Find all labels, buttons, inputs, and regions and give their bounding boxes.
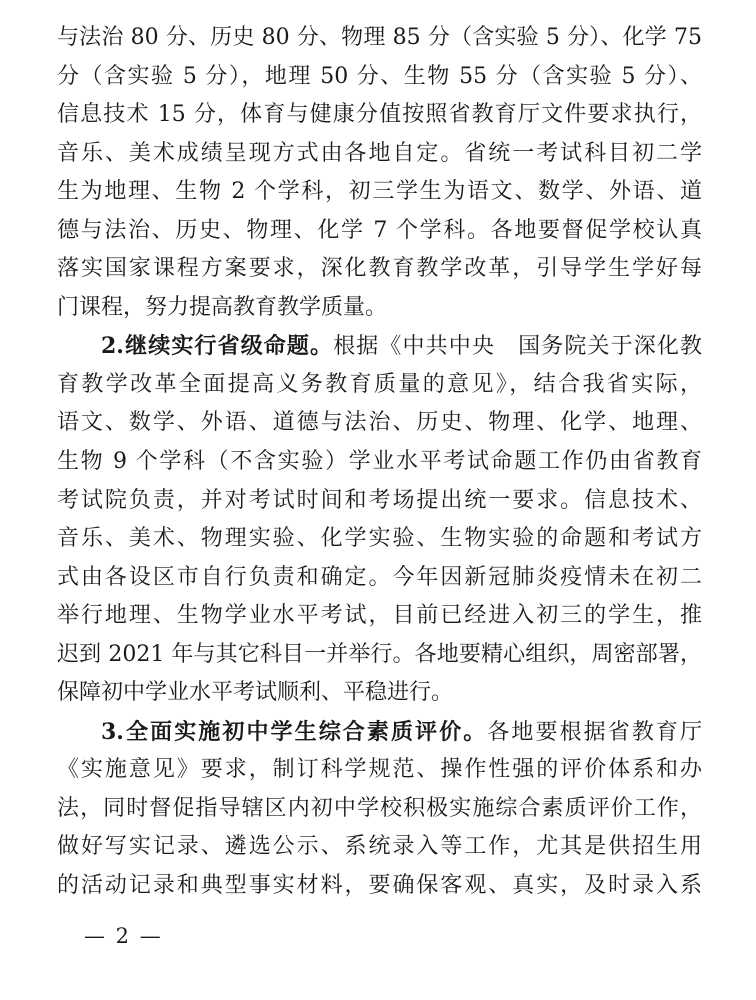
text-run: 举行地理、生物学业水平考试，目前已经进入初三的学生，推 — [57, 603, 702, 629]
text-run: 根据《中共中央 国务院关于深化教 — [333, 334, 702, 360]
text-run: 式由各设区市自行负责和确定。今年因新冠肺炎疫情未在初二 — [57, 564, 702, 590]
document-body — [57, 19, 702, 906]
text-run: 信息技术 15 分，体育与健康分值按照省教育厅文件要求执行， — [57, 102, 702, 128]
text-line — [57, 327, 702, 366]
text-line — [57, 366, 702, 405]
text-run: 生为地理、生物 2 个学科，初三学生为语文、数学、外语、道 — [57, 179, 702, 205]
text-run: 考试院负责，并对考试时间和考场提出统一要求。信息技术、 — [57, 487, 702, 513]
text-line — [57, 135, 702, 174]
section-heading-run: 3.全面实施初中学生综合素质评价。 — [101, 718, 488, 745]
text-run: 音乐、美术、物理实验、化学实验、生物实验的命题和考试方 — [57, 526, 702, 552]
text-run: 法，同时督促指导辖区内初中学校积极实施综合素质评价工作， — [57, 795, 702, 821]
text-line — [57, 19, 702, 58]
text-run: 《实施意见》要求，制订科学规范、操作性强的评价体系和办 — [57, 757, 702, 783]
text-run: 生物 9 个学科（不含实验）学业水平考试命题工作仍由省教育 — [57, 449, 702, 475]
page-footer — [84, 924, 161, 948]
section-heading-run: 2.继续实行省级命题。 — [101, 333, 334, 360]
text-line — [57, 559, 702, 598]
text-line — [57, 828, 702, 867]
text-line — [57, 520, 702, 559]
text-line — [57, 597, 702, 636]
page-number: — 2 — — [84, 924, 161, 948]
text-run: 育教学改革全面提高义务教育质量的意见》，结合我省实际， — [57, 371, 702, 397]
text-run: 德与法治、历史、物理、化学 7 个学科。各地要督促学校认真 — [57, 217, 702, 243]
text-line — [57, 404, 702, 443]
text-run: 各地要根据省教育厅 — [487, 719, 702, 745]
text-line — [57, 250, 702, 289]
text-line — [57, 867, 702, 906]
text-line — [57, 173, 702, 212]
text-line — [57, 790, 702, 829]
text-run: 保障初中学业水平考试顺利、平稳进行。 — [57, 680, 454, 706]
text-run: 落实国家课程方案要求，深化教育教学改革，引导学生学好每 — [57, 256, 702, 282]
text-run: 门课程，努力提高教育教学质量。 — [57, 294, 388, 320]
text-line — [57, 96, 702, 135]
text-run: 音乐、美术成绩呈现方式由各地自定。省统一考试科目初二学 — [57, 140, 702, 166]
text-line — [57, 58, 702, 97]
text-run: 迟到 2021 年与其它科目一并举行。各地要精心组织，周密部署， — [57, 641, 702, 667]
text-run: 与法治 80 分、历史 80 分、物理 85 分（含实验 5 分）、化学 75 — [57, 25, 702, 50]
text-line — [57, 443, 702, 482]
text-line — [57, 212, 702, 251]
text-run: 分（含实验 5 分），地理 50 分、生物 55 分（含实验 5 分）、 — [57, 63, 702, 89]
text-line — [57, 674, 702, 713]
text-line — [57, 289, 702, 328]
text-line — [57, 713, 702, 752]
text-run: 做好写实记录、遴选公示、系统录入等工作，尤其是供招生用 — [57, 834, 702, 860]
text-line — [57, 636, 702, 675]
text-run: 语文、数学、外语、道德与法治、历史、物理、化学、地理、 — [57, 410, 702, 436]
text-run: 的活动记录和典型事实材料，要确保客观、真实，及时录入系 — [57, 873, 702, 899]
text-line — [57, 482, 702, 521]
text-line — [57, 751, 702, 790]
